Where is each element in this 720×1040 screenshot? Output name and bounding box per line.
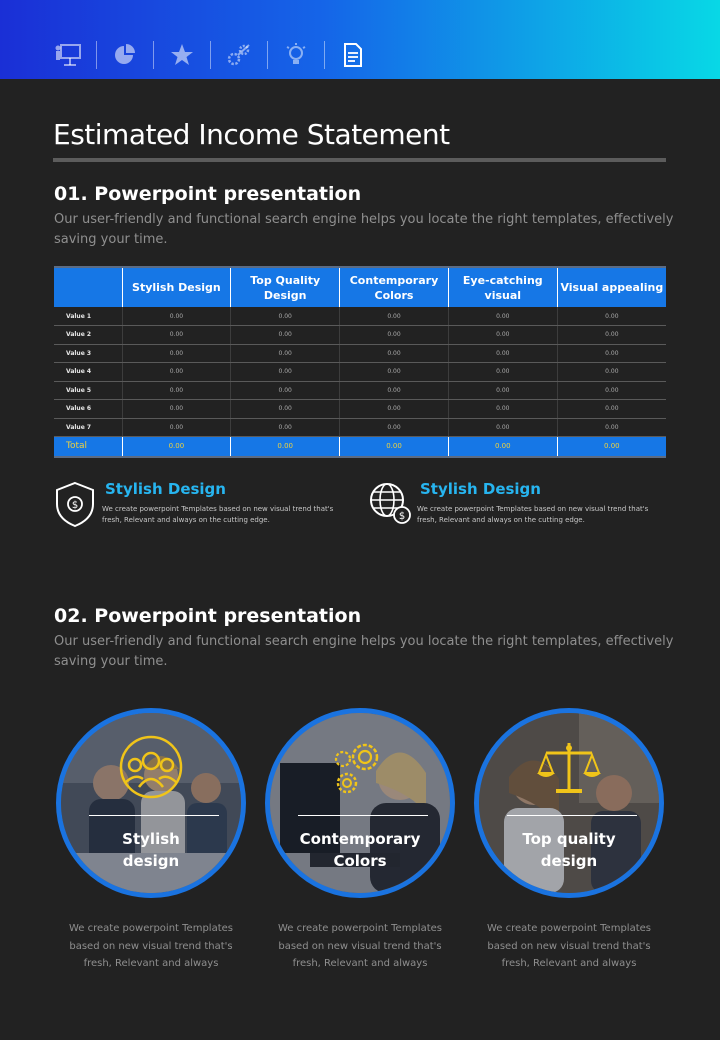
total-cell: 0.00 (448, 437, 557, 457)
table-cell: 0.00 (448, 344, 557, 363)
feature-item (367, 480, 657, 540)
table-header-row (54, 267, 666, 307)
table-cell: 0.00 (557, 381, 666, 400)
row-label: Value 6 (54, 400, 122, 419)
table-cell: 0.00 (122, 400, 231, 419)
table-cell: 0.00 (231, 344, 340, 363)
table-row (54, 344, 666, 363)
table-cell: 0.00 (231, 381, 340, 400)
circle-title: Contemporary Colors (299, 830, 421, 870)
table-cell: 0.00 (340, 418, 449, 437)
table-cell: 0.00 (448, 418, 557, 437)
table-cell: 0.00 (231, 307, 340, 326)
page-title: Estimated Income Statement (53, 118, 450, 151)
table-cell: 0.00 (557, 307, 666, 326)
table-header-cell: Visual appealing (557, 267, 666, 307)
title-divider (298, 815, 428, 816)
total-cell: 0.00 (340, 437, 449, 457)
row-label: Value 7 (54, 418, 122, 437)
circle-description: We create powerpoint Templates based on new visual trend that's fresh, Relevant and always (487, 923, 651, 969)
table-row (54, 400, 666, 419)
circle-description: We create powerpoint Templates based on new visual trend that's fresh, Relevant and always (278, 923, 442, 969)
table-cell: 0.00 (448, 381, 557, 400)
circle-title: Stylish design (122, 830, 180, 870)
feature-text: We create powerpoint Templates based on new visual trend that's fresh, Relevant and always on the cutting edge. (102, 505, 334, 524)
circle-description: We create powerpoint Templates based on new visual trend that's fresh, Relevant and always (69, 923, 233, 969)
header-bar (0, 0, 720, 79)
section1-heading: 01. Powerpoint presentation (54, 183, 362, 205)
table-cell: 0.00 (448, 326, 557, 345)
svg-text:$: $ (71, 500, 79, 511)
feature-text: We create powerpoint Templates based on new visual trend that's fresh, Relevant and always on the cutting edge. (417, 505, 649, 524)
table-row (54, 381, 666, 400)
circle-title: Top quality design (522, 830, 616, 870)
table-cell: 0.00 (122, 307, 231, 326)
table-cell: 0.00 (448, 363, 557, 382)
row-label: Value 3 (54, 344, 122, 363)
row-label: Value 2 (54, 326, 122, 345)
table-cell: 0.00 (340, 344, 449, 363)
table-cell: 0.00 (557, 363, 666, 382)
table-cell: 0.00 (340, 363, 449, 382)
row-label: Value 5 (54, 381, 122, 400)
table-cell: 0.00 (122, 381, 231, 400)
table-header-cell (54, 267, 122, 307)
table-cell: 0.00 (557, 418, 666, 437)
total-cell: 0.00 (557, 437, 666, 457)
globe-dollar-icon (367, 480, 413, 528)
table-cell: 0.00 (340, 307, 449, 326)
table-cell: 0.00 (557, 326, 666, 345)
presentation-icon[interactable] (40, 38, 96, 72)
table-cell: 0.00 (340, 381, 449, 400)
gears-icon[interactable] (211, 38, 267, 72)
table-cell: 0.00 (340, 400, 449, 419)
table-row (54, 363, 666, 382)
scales-icon (534, 733, 604, 803)
total-cell: 0.00 (231, 437, 340, 457)
table-cell: 0.00 (122, 363, 231, 382)
lightbulb-icon[interactable] (268, 38, 324, 72)
section2-description: Our user-friendly and functional search engine helps you locate the right templates, effectively saving your time. (54, 634, 674, 669)
row-label: Value 1 (54, 307, 122, 326)
income-table (54, 266, 666, 458)
total-cell: 0.00 (122, 437, 231, 457)
table-total-row (54, 437, 666, 457)
feature-title: Stylish Design (420, 480, 541, 498)
table-header-cell: Stylish Design (122, 267, 231, 307)
svg-text:$: $ (398, 511, 406, 522)
feature-item (52, 480, 342, 540)
circle-card-stylish (56, 708, 246, 898)
table-row (54, 326, 666, 345)
table-row (54, 418, 666, 437)
team-icon (116, 733, 186, 803)
table-cell: 0.00 (231, 363, 340, 382)
table-cell: 0.00 (231, 418, 340, 437)
document-icon[interactable] (325, 38, 381, 72)
table-row (54, 307, 666, 326)
table-cell: 0.00 (231, 400, 340, 419)
table-cell: 0.00 (122, 418, 231, 437)
table-cell: 0.00 (448, 307, 557, 326)
total-label: Total (54, 437, 122, 457)
shield-dollar-icon (52, 480, 98, 528)
title-divider (89, 815, 219, 816)
title-divider (53, 158, 666, 162)
table-header-cell: Contemporary Colors (340, 267, 449, 307)
table-cell: 0.00 (122, 326, 231, 345)
header-icon-bar (40, 38, 381, 72)
pie-chart-icon[interactable] (97, 38, 153, 72)
table-cell: 0.00 (231, 326, 340, 345)
table-cell: 0.00 (122, 344, 231, 363)
table-cell: 0.00 (557, 344, 666, 363)
table-cell: 0.00 (448, 400, 557, 419)
row-label: Value 4 (54, 363, 122, 382)
table-header-cell: Top Quality Design (231, 267, 340, 307)
table-header-cell: Eye-catching visual (448, 267, 557, 307)
section1-description: Our user-friendly and functional search engine helps you locate the right templates, effectively saving your time. (54, 212, 674, 247)
table-cell: 0.00 (557, 400, 666, 419)
title-divider (507, 815, 637, 816)
section2-heading: 02. Powerpoint presentation (54, 605, 362, 627)
circle-card-contemporary (265, 708, 455, 898)
star-icon[interactable] (154, 38, 210, 72)
circle-card-quality (474, 708, 664, 898)
table-cell: 0.00 (340, 326, 449, 345)
feature-title: Stylish Design (105, 480, 226, 498)
gears-icon (325, 733, 395, 803)
